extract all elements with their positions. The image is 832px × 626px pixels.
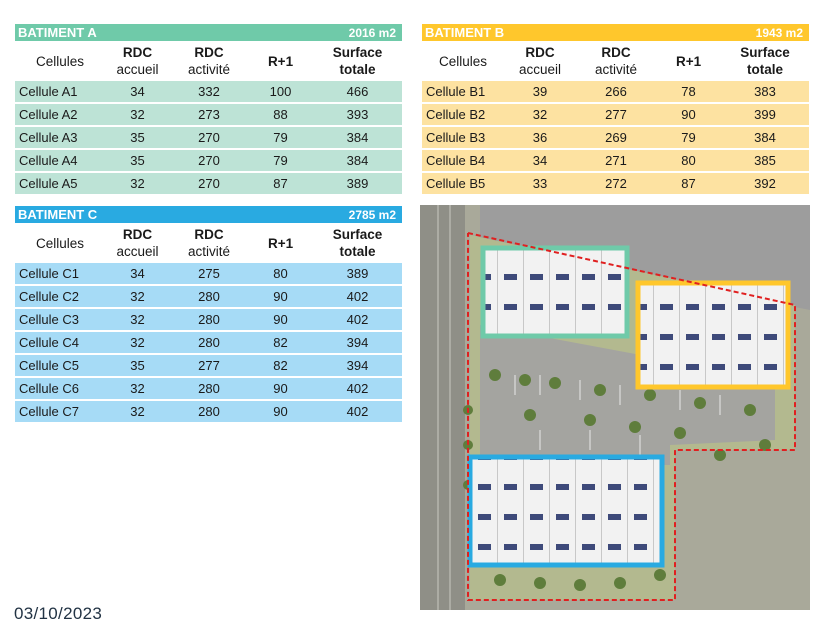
cell-rdc-activite: 280 [170, 308, 248, 331]
batiment-c-table [15, 206, 402, 424]
table-area: 1943 m2 [656, 24, 809, 41]
table-row [15, 263, 402, 285]
batiment-a-table [15, 24, 402, 196]
cell-rdc-accueil: 36 [504, 126, 576, 149]
cell-r1: 78 [656, 81, 721, 103]
table-header-row [15, 223, 402, 263]
cell-rdc-accueil: 32 [504, 103, 576, 126]
cell-surface-totale: 399 [721, 103, 809, 126]
header-rdc-accueil: RDC accueil [518, 45, 562, 77]
cell-surface-totale: 466 [313, 81, 402, 103]
cell-rdc-accueil: 32 [105, 285, 170, 308]
table-title-row [15, 206, 402, 223]
table-row [15, 81, 402, 103]
cell-cellule: Cellule B4 [422, 149, 504, 172]
table-row [15, 149, 402, 172]
cell-surface-totale: 394 [313, 331, 402, 354]
cell-surface-totale: 394 [313, 354, 402, 377]
cell-r1: 100 [248, 81, 313, 103]
table-title: BATIMENT C [15, 206, 248, 223]
cell-rdc-accueil: 35 [105, 149, 170, 172]
cell-r1: 82 [248, 354, 313, 377]
cell-rdc-accueil: 34 [105, 81, 170, 103]
cell-rdc-activite: 275 [170, 263, 248, 285]
cell-cellule: Cellule C2 [15, 285, 105, 308]
header-rdc-activite: RDC activité [595, 45, 638, 77]
cell-cellule: Cellule C1 [15, 263, 105, 285]
table-title-row [15, 24, 402, 41]
table-row [15, 172, 402, 195]
cell-r1: 79 [656, 126, 721, 149]
table-row [15, 400, 402, 423]
table-title-row [422, 24, 809, 41]
cell-rdc-accueil: 35 [105, 126, 170, 149]
cell-r1: 79 [248, 149, 313, 172]
cell-r1: 87 [656, 172, 721, 195]
cell-r1: 90 [248, 308, 313, 331]
header-rdc-accueil: RDC accueil [116, 45, 159, 77]
cell-surface-totale: 384 [721, 126, 809, 149]
header-rdc-activite: RDC activité [188, 227, 231, 259]
cell-cellule: Cellule B2 [422, 103, 504, 126]
cell-cellule: Cellule C3 [15, 308, 105, 331]
cell-surface-totale: 402 [313, 308, 402, 331]
table-row [15, 377, 402, 400]
cell-surface-totale: 385 [721, 149, 809, 172]
cell-r1: 90 [248, 377, 313, 400]
cell-cellule: Cellule C5 [15, 354, 105, 377]
cell-rdc-activite: 277 [170, 354, 248, 377]
cell-rdc-accueil: 32 [105, 377, 170, 400]
cell-cellule: Cellule C7 [15, 400, 105, 423]
cell-rdc-accueil: 32 [105, 331, 170, 354]
cell-rdc-activite: 266 [576, 81, 656, 103]
cell-r1: 90 [248, 285, 313, 308]
cell-surface-totale: 389 [313, 172, 402, 195]
cell-surface-totale: 383 [721, 81, 809, 103]
table-title: BATIMENT B [422, 24, 656, 41]
table-row [422, 103, 809, 126]
cell-cellule: Cellule A2 [15, 103, 105, 126]
cell-rdc-activite: 270 [170, 126, 248, 149]
header-cellules: Cellules [35, 53, 85, 69]
cell-cellule: Cellule C4 [15, 331, 105, 354]
batiment-b-table [422, 24, 809, 196]
table-row [422, 81, 809, 103]
cell-rdc-activite: 332 [170, 81, 248, 103]
cell-r1: 82 [248, 331, 313, 354]
cell-r1: 80 [248, 263, 313, 285]
table-row [15, 126, 402, 149]
cell-surface-totale: 393 [313, 103, 402, 126]
table-header-row [15, 41, 402, 81]
table-area: 2016 m2 [248, 24, 402, 41]
table-row [422, 126, 809, 149]
cell-cellule: Cellule A1 [15, 81, 105, 103]
cell-r1: 88 [248, 103, 313, 126]
cell-rdc-accueil: 32 [105, 400, 170, 423]
cell-surface-totale: 392 [721, 172, 809, 195]
cell-r1: 79 [248, 126, 313, 149]
header-surface-totale: Surface totale [332, 45, 383, 77]
cell-rdc-activite: 280 [170, 400, 248, 423]
cell-rdc-accueil: 32 [105, 103, 170, 126]
cell-rdc-activite: 273 [170, 103, 248, 126]
cell-rdc-activite: 270 [170, 172, 248, 195]
table-header-row [422, 41, 809, 81]
cell-rdc-activite: 277 [576, 103, 656, 126]
cell-cellule: Cellule B1 [422, 81, 504, 103]
table-row [422, 149, 809, 172]
table-row [15, 308, 402, 331]
cell-surface-totale: 402 [313, 400, 402, 423]
table-row [15, 103, 402, 126]
cell-rdc-activite: 280 [170, 285, 248, 308]
cell-cellule: Cellule B5 [422, 172, 504, 195]
cell-surface-totale: 402 [313, 377, 402, 400]
cell-rdc-accueil: 39 [504, 81, 576, 103]
cell-rdc-accueil: 34 [105, 263, 170, 285]
cell-r1: 87 [248, 172, 313, 195]
highway-strip [420, 205, 465, 610]
header-cellules: Cellules [35, 235, 85, 251]
cell-rdc-accueil: 33 [504, 172, 576, 195]
header-surface-totale: Surface totale [332, 227, 383, 259]
header-r1: R+1 [267, 53, 294, 69]
table-row [15, 331, 402, 354]
building-c [470, 457, 662, 565]
header-cellules: Cellules [438, 53, 488, 69]
cell-rdc-accueil: 32 [105, 308, 170, 331]
cell-cellule: Cellule C6 [15, 377, 105, 400]
site-plan-image [420, 205, 810, 610]
table-row [15, 354, 402, 377]
header-surface-totale: Surface totale [740, 45, 790, 77]
cell-cellule: Cellule B3 [422, 126, 504, 149]
cell-rdc-accueil: 34 [504, 149, 576, 172]
cell-cellule: Cellule A4 [15, 149, 105, 172]
cell-surface-totale: 389 [313, 263, 402, 285]
cell-surface-totale: 384 [313, 126, 402, 149]
cell-rdc-activite: 272 [576, 172, 656, 195]
header-rdc-activite: RDC activité [187, 45, 231, 77]
header-r1: R+1 [675, 53, 702, 69]
cell-rdc-activite: 269 [576, 126, 656, 149]
header-rdc-accueil: RDC accueil [116, 227, 159, 259]
cell-cellule: Cellule A5 [15, 172, 105, 195]
cell-rdc-accueil: 35 [105, 354, 170, 377]
table-row [422, 172, 809, 195]
building-a [483, 248, 627, 336]
header-r1: R+1 [267, 235, 294, 251]
cell-rdc-activite: 280 [170, 377, 248, 400]
cell-surface-totale: 402 [313, 285, 402, 308]
cell-r1: 80 [656, 149, 721, 172]
cell-rdc-activite: 271 [576, 149, 656, 172]
cell-surface-totale: 384 [313, 149, 402, 172]
document-date: 03/10/2023 [14, 604, 103, 623]
table-row [15, 285, 402, 308]
cell-cellule: Cellule A3 [15, 126, 105, 149]
cell-rdc-activite: 270 [170, 149, 248, 172]
cell-r1: 90 [656, 103, 721, 126]
table-title: BATIMENT A [15, 24, 248, 41]
cell-rdc-activite: 280 [170, 331, 248, 354]
table-area: 2785 m2 [248, 206, 402, 223]
cell-r1: 90 [248, 400, 313, 423]
cell-rdc-accueil: 32 [105, 172, 170, 195]
